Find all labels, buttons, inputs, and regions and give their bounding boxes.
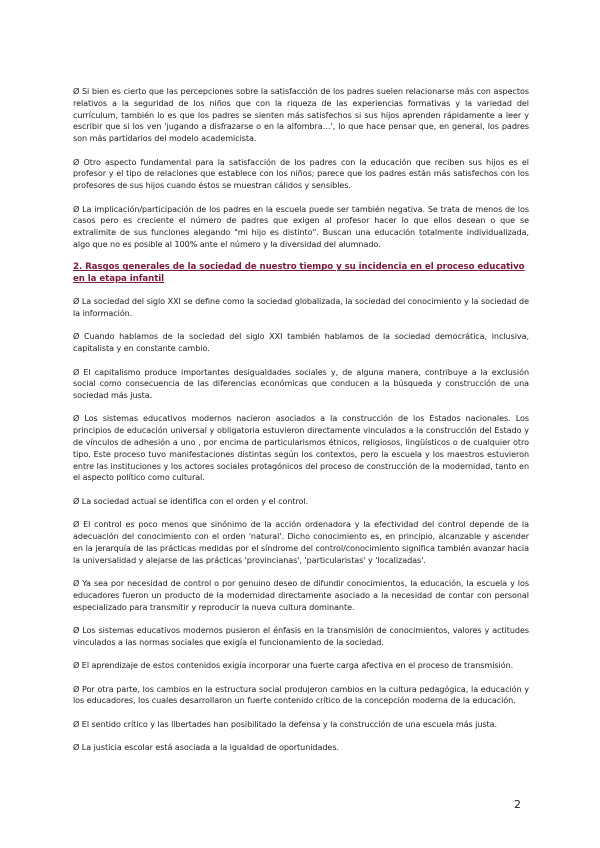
paragraph: Ø La sociedad actual se identifica con el orden y el control. (73, 496, 309, 506)
paragraph: Ø Los sistemas educativos modernos pusieron el énfasis en la transmisión de conocimientos, valores y actitudes vinculados a las normas sociales que exigía el funcionamiento de la sociedad. (73, 626, 529, 647)
document-body (73, 86, 529, 766)
paragraph: Ø El capitalismo produce importantes desigualdades sociales y, de alguna manera, contribuye a la exclusión social como consecuencia de las diferencias económicas que conducen a la búsqueda y construcción de una sociedad más justa. (73, 367, 529, 401)
paragraph: Ø Si bien es cierto que las percepciones sobre la satisfacción de los padres suelen relacionarse más con aspectos relativos a la seguridad de los niños que con la riqueza de las experiencias formativas y la variedad del currículum, también lo es que los padres se sienten más satisfechos si sus hijos aprenden rápidamente a leer y escribir que si los ven 'jugando a disfrazarse o en la alfombra…', lo que hace pensar que, en general, los padres son más partidarios del modelo academicista. (73, 87, 529, 144)
section-heading: 2. Rasgos generales de la sociedad de nuestro tiempo y su incidencia en el proceso educativo en la etapa infantil (73, 262, 525, 284)
paragraph: Ø Ya sea por necesidad de control o por genuino deseo de difundir conocimientos, la educación, la escuela y los educadores fueron un producto de la modernidad directamente asociado a la necesidad de contar con personal especializado para transmitir y reproducir la nueva cultura dominante. (73, 579, 529, 612)
paragraph: Ø Otro aspecto fundamental para la satisfacción de los padres con la educación que reciben sus hijos es el profesor y el tipo de relaciones que establece con los niños; parece que los padres están más satisfechos con los profesores de sus hijos cuando éstos se muestran cálidos y sensibles. (73, 157, 529, 191)
paragraph: Ø La implicación/participación de los padres en la escuela puede ser también negativa. Se trata de menos de los casos pero es creciente el número de padres que exigen al profesor hacer lo que ellos desean o que se extralimite de sus funciones alegando "mi hijo es distinto". Buscan una educación totalmente individualizada, algo que no es posible al 100% ante el número y la diversidad del alumnado. (73, 204, 529, 249)
paragraph: Ø El control es poco menos que sinónimo de la acción ordenadora y la efectividad del control depende de la adecuación del conocimiento con el orden 'natural'. Dicho conocimiento es, en principio, alcanzable y ascender en la jerarquía de las prácticas medidas por el síndrome del control/conocimiento significa también avanzar hacia la universalidad y alejarse de las prácticas 'provincianas', 'particularistas' y 'localizadas'. (73, 520, 529, 565)
paragraph: Ø El sentido crítico y las libertades han posibilitado la defensa y la construcción de una escuela más justa. (73, 719, 498, 729)
paragraph: Ø El aprendizaje de estos contenidos exigía incorporar una fuerte carga afectiva en el proceso de transmisión. (73, 661, 514, 671)
paragraph: Ø Cuando hablamos de la sociedad del siglo XXI también hablamos de la sociedad democrática, inclusiva, capitalista y en constante cambio. (73, 332, 529, 354)
page-number: 2 (514, 798, 521, 811)
paragraph: Ø La sociedad del siglo XXI se define como la sociedad globalizada, la sociedad del conocimiento y la sociedad de la información. (73, 297, 529, 318)
paragraph: Ø Por otra parte, los cambios en la estructura social produjeron cambios en la cultura pedagógica, la educación y los educadores, los cuales desarrollaron un fuerte contenido crítico de la concepción moderna de la educación. (73, 684, 529, 706)
paragraph: Ø La justicia escolar está asociada a la igualdad de oportunidades. (73, 743, 339, 753)
paragraph: Ø Los sistemas educativos modernos nacieron asociados a la construcción de los Estados nacionales. Los principios de educación universal y obligatoria estuvieron directamente vinculados a la construcción del Estado y de vínculos de adhesión a uno , por encima de particularismos étnicos, religiosos, lingüísticos o de cualquier otro tipo. Este proceso tuvo manifestaciones distintas según los contextos, pero la escuela y los maestros estuvieron entre las instituciones y los actores sociales protagónicos del proceso de construcción de la modernidad, tanto en el aspecto político como cultural. (73, 414, 529, 483)
